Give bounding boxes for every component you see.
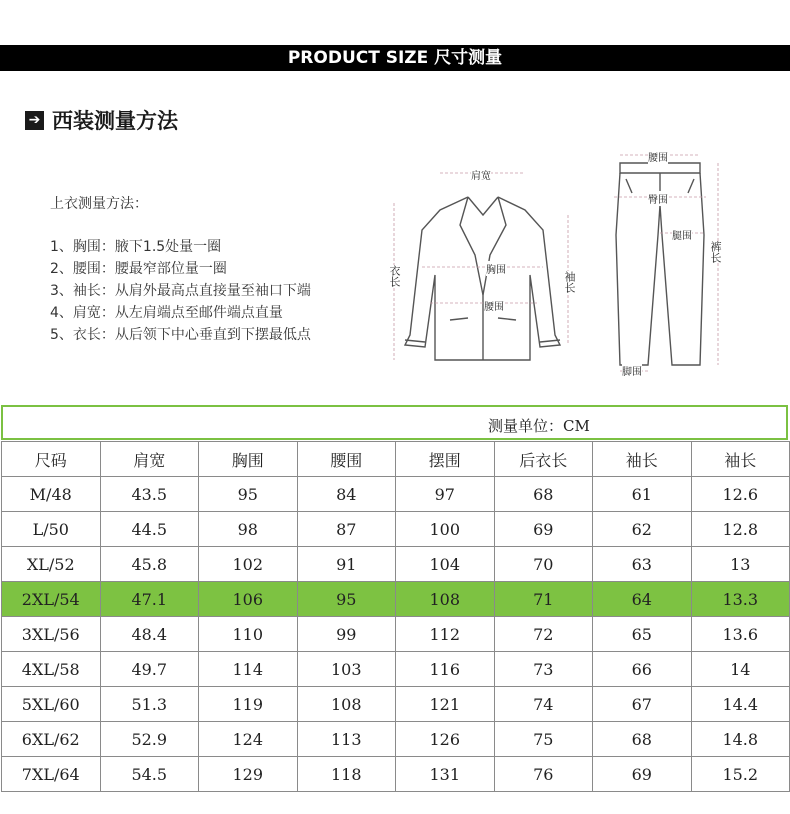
header-cell: 袖长 [593, 442, 692, 477]
value-cell: 124 [199, 722, 298, 757]
value-cell: 70 [494, 547, 593, 582]
pants-waist-label: 腰围 [648, 149, 668, 164]
value-cell: 13.6 [691, 617, 790, 652]
value-cell: 68 [593, 722, 692, 757]
value-cell: 116 [396, 652, 495, 687]
table-row [2, 512, 790, 547]
value-cell: 71 [494, 582, 593, 617]
value-cell: 95 [297, 582, 396, 617]
value-cell: 131 [396, 757, 495, 792]
value-cell: 62 [593, 512, 692, 547]
value-cell: 15.2 [691, 757, 790, 792]
method-item: 5、衣长：从后领下中心垂直到下摆最低点 [50, 327, 311, 343]
value-cell: 87 [297, 512, 396, 547]
header-cell: 尺码 [2, 442, 101, 477]
value-cell: 110 [199, 617, 298, 652]
table-row [2, 547, 790, 582]
size-cell: XL/52 [2, 547, 101, 582]
size-table [1, 441, 790, 792]
value-cell: 100 [396, 512, 495, 547]
value-cell: 84 [297, 477, 396, 512]
jacket-chest-label: 胸围 [486, 261, 506, 276]
value-cell: 104 [396, 547, 495, 582]
value-cell: 74 [494, 687, 593, 722]
table-header-row [2, 442, 790, 477]
header-banner [0, 45, 790, 71]
jacket-drawing [380, 155, 580, 375]
header-cell: 后衣长 [494, 442, 593, 477]
arrow-right-icon: ➔ [25, 111, 44, 130]
method-item: 3、袖长：从肩外最高点直接量至袖口下端 [50, 283, 311, 299]
header-cell: 腰围 [297, 442, 396, 477]
table-row [2, 617, 790, 652]
pants-figure [600, 145, 730, 377]
jacket-waist-label: 腰围 [484, 298, 504, 313]
value-cell: 63 [593, 547, 692, 582]
table-body [2, 477, 790, 792]
value-cell: 65 [593, 617, 692, 652]
header-cell: 袖长 [691, 442, 790, 477]
table-row [2, 722, 790, 757]
size-cell: L/50 [2, 512, 101, 547]
value-cell: 108 [297, 687, 396, 722]
pants-hem-label: 脚围 [622, 363, 642, 378]
jacket-sleeve-label: 袖长 [563, 271, 576, 293]
value-cell: 99 [297, 617, 396, 652]
value-cell: 103 [297, 652, 396, 687]
method-title: 上衣测量方法： [50, 196, 148, 212]
value-cell: 75 [494, 722, 593, 757]
value-cell: 72 [494, 617, 593, 652]
value-cell: 108 [396, 582, 495, 617]
value-cell: 48.4 [100, 617, 199, 652]
value-cell: 67 [593, 687, 692, 722]
size-cell: 7XL/64 [2, 757, 101, 792]
size-cell: 4XL/58 [2, 652, 101, 687]
jacket-figure [380, 155, 580, 375]
header-cell: 胸围 [199, 442, 298, 477]
value-cell: 73 [494, 652, 593, 687]
pants-length-label: 裤长 [709, 241, 722, 263]
size-cell: 3XL/56 [2, 617, 101, 652]
value-cell: 121 [396, 687, 495, 722]
table-row [2, 582, 790, 617]
method-item: 2、腰围：腰最窄部位量一圈 [50, 261, 227, 277]
value-cell: 129 [199, 757, 298, 792]
unit-box [1, 405, 788, 440]
value-cell: 13.3 [691, 582, 790, 617]
value-cell: 102 [199, 547, 298, 582]
value-cell: 44.5 [100, 512, 199, 547]
value-cell: 126 [396, 722, 495, 757]
value-cell: 51.3 [100, 687, 199, 722]
size-cell: 6XL/62 [2, 722, 101, 757]
value-cell: 69 [593, 757, 692, 792]
value-cell: 106 [199, 582, 298, 617]
value-cell: 52.9 [100, 722, 199, 757]
section-title: 西装测量方法 [52, 109, 178, 133]
value-cell: 61 [593, 477, 692, 512]
value-cell: 47.1 [100, 582, 199, 617]
value-cell: 49.7 [100, 652, 199, 687]
value-cell: 113 [297, 722, 396, 757]
value-cell: 14 [691, 652, 790, 687]
value-cell: 97 [396, 477, 495, 512]
pants-hip-label: 臀围 [648, 191, 668, 206]
size-cell: 2XL/54 [2, 582, 101, 617]
value-cell: 54.5 [100, 757, 199, 792]
size-cell: 5XL/60 [2, 687, 101, 722]
value-cell: 13 [691, 547, 790, 582]
value-cell: 118 [297, 757, 396, 792]
value-cell: 68 [494, 477, 593, 512]
value-cell: 69 [494, 512, 593, 547]
table-row [2, 757, 790, 792]
value-cell: 14.8 [691, 722, 790, 757]
header-cell: 肩宽 [100, 442, 199, 477]
unit-label: 测量单位：CM [488, 417, 590, 435]
value-cell: 114 [199, 652, 298, 687]
value-cell: 91 [297, 547, 396, 582]
pants-thigh-label: 腿围 [672, 227, 692, 242]
banner-title: PRODUCT SIZE 尺寸测量 [287, 48, 503, 68]
method-list [50, 236, 311, 346]
value-cell: 112 [396, 617, 495, 652]
value-cell: 12.6 [691, 477, 790, 512]
value-cell: 95 [199, 477, 298, 512]
table-row [2, 687, 790, 722]
table-row [2, 477, 790, 512]
value-cell: 45.8 [100, 547, 199, 582]
size-cell: M/48 [2, 477, 101, 512]
method-item: 1、胸围：腋下1.5处量一圈 [50, 239, 222, 255]
method-item: 4、肩宽：从左肩端点至邮件端点直量 [50, 305, 283, 321]
jacket-length-label: 衣长 [388, 265, 401, 287]
header-cell: 摆围 [396, 442, 495, 477]
section-heading [25, 106, 178, 134]
value-cell: 66 [593, 652, 692, 687]
value-cell: 119 [199, 687, 298, 722]
value-cell: 12.8 [691, 512, 790, 547]
jacket-shoulder-label: 肩宽 [471, 167, 491, 182]
value-cell: 43.5 [100, 477, 199, 512]
value-cell: 98 [199, 512, 298, 547]
value-cell: 14.4 [691, 687, 790, 722]
table-row [2, 652, 790, 687]
value-cell: 76 [494, 757, 593, 792]
value-cell: 64 [593, 582, 692, 617]
